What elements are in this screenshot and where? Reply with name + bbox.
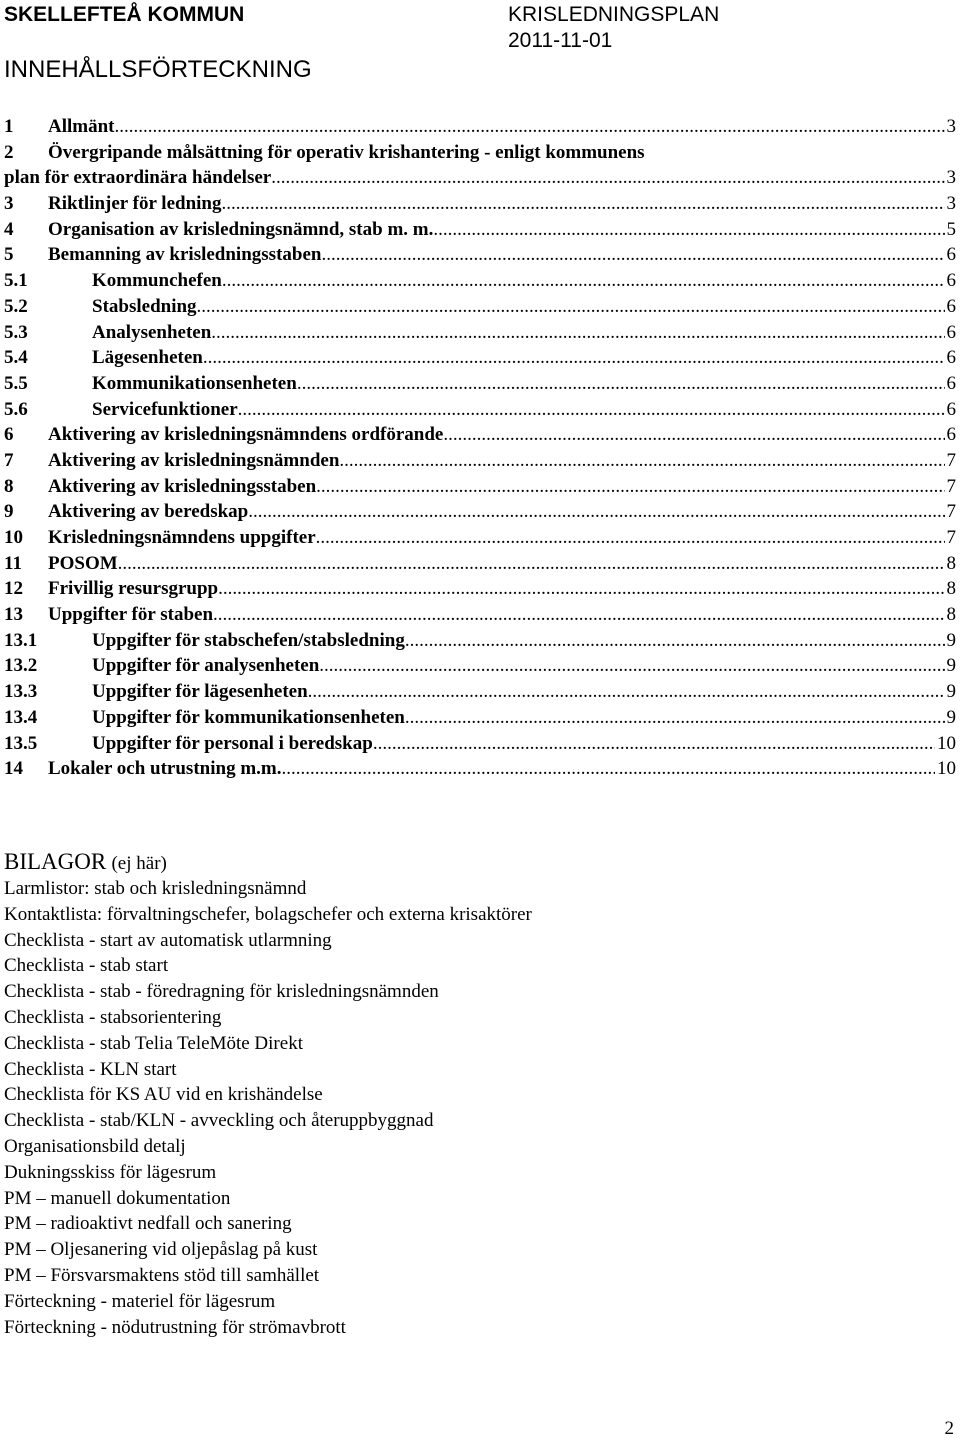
toc-entry-text: Aktivering av beredskap (48, 501, 249, 523)
toc-dot-leader (238, 397, 945, 423)
toc-entry-title (4, 525, 316, 551)
toc-entry-page: 6 (946, 372, 956, 394)
table-of-contents (4, 114, 956, 782)
toc-entry-text: Uppgifter för staben (48, 604, 214, 626)
toc-entry-text: Lägesenheten (92, 347, 203, 369)
toc-dot-leader (405, 705, 945, 731)
toc-entry[interactable] (4, 448, 956, 474)
toc-entry-page: 10 (937, 732, 956, 754)
toc-entry-number: 2 (4, 141, 14, 163)
appendix-item: Dukningsskiss för lägesrum (4, 1161, 217, 1183)
toc-entry-number: 10 (4, 527, 23, 548)
toc-entry-text: Uppgifter för stabschefen/stabsledning (92, 629, 405, 651)
toc-entry-page: 9 (946, 629, 956, 651)
toc-entry-number: 6 (4, 424, 14, 446)
toc-entry[interactable] (4, 705, 956, 731)
toc-entry-number: 5.6 (4, 398, 28, 420)
toc-entry-title (4, 320, 211, 346)
toc-entry-page: 6 (946, 321, 956, 343)
appendices-section (4, 848, 944, 1340)
toc-entry-title (4, 345, 203, 371)
toc-entry-title (4, 474, 316, 500)
toc-entry-title (4, 448, 339, 474)
toc-entry-title (4, 602, 213, 628)
toc-entry-title (4, 653, 319, 679)
toc-entry-number: 5.3 (4, 321, 28, 343)
toc-entry[interactable] (4, 114, 956, 140)
appendix-item: Förteckning - nödutrustning för strömavbrott (4, 1316, 346, 1338)
toc-entry-number: 12 (4, 578, 23, 600)
toc-dot-leader (115, 114, 945, 140)
toc-entry-title (4, 114, 115, 140)
toc-entry-page: 6 (946, 295, 956, 317)
toc-entry-number: 8 (4, 475, 14, 497)
toc-entry-text: Aktivering av krisledningsstaben (48, 475, 317, 497)
toc-entry-text: Krisledningsnämndens uppgifter (48, 527, 316, 548)
toc-entry-title (4, 242, 321, 268)
toc-entry-number: 13.2 (4, 655, 38, 677)
toc-entry-number: 5.4 (4, 347, 28, 369)
appendix-item: Kontaktlista: förvaltningschefer, bolagschefer och externa krisaktörer (4, 903, 532, 925)
toc-entry-title (4, 576, 218, 602)
toc-entry[interactable] (4, 191, 956, 217)
toc-entry-title (4, 705, 405, 731)
toc-dot-leader (316, 525, 945, 551)
toc-dot-leader (319, 653, 944, 679)
toc-entry-text: Riktlinjer för ledning (48, 193, 222, 215)
toc-entry-text: Lokaler och utrustning m.m. (48, 758, 282, 780)
toc-entry-page: 6 (946, 347, 956, 369)
toc-entry[interactable] (4, 499, 956, 525)
toc-entry-title (4, 191, 221, 217)
toc-entry-page: 6 (946, 244, 956, 266)
toc-entry-number: 7 (4, 449, 14, 471)
toc-entry-page: 3 (946, 193, 956, 215)
toc-entry-title (4, 499, 248, 525)
toc-entry-title (4, 422, 443, 448)
toc-entry[interactable] (4, 294, 956, 320)
toc-entry-text: Frivillig resursgrupp (48, 578, 219, 600)
toc-entry-page: 10 (937, 758, 956, 780)
appendix-item: Checklista - start av automatisk utlarmning (4, 929, 332, 951)
toc-dot-leader (118, 551, 945, 577)
toc-entry-number: 5.5 (4, 372, 28, 394)
toc-entry-number: 11 (4, 552, 22, 574)
appendix-item: Organisationsbild detalj (4, 1135, 186, 1157)
toc-dot-leader (221, 191, 944, 217)
toc-entry-page: 6 (946, 398, 956, 420)
toc-entry-page: 7 (946, 501, 956, 523)
toc-entry[interactable] (4, 422, 956, 448)
toc-entry-title (4, 165, 271, 191)
toc-entry[interactable] (4, 551, 956, 577)
toc-entry-title (4, 371, 297, 397)
toc-entry-number: 1 (4, 116, 14, 137)
toc-entry-number: 13.4 (4, 706, 38, 728)
toc-entry-text: Aktivering av krisledningsnämndens ordförande (48, 424, 444, 446)
toc-entry-number: 13 (4, 604, 23, 626)
toc-entry[interactable] (4, 679, 956, 705)
appendices-list (4, 876, 944, 1340)
toc-entry-text: Aktivering av krisledningsnämnden (48, 449, 340, 471)
toc-dot-leader (339, 448, 944, 474)
toc-entry-title (4, 679, 308, 705)
document-date: 2011-11-01 (508, 29, 613, 52)
toc-entry-text: Kommunikationsenheten (92, 372, 297, 394)
appendix-item: PM – Oljesanering vid oljepåslag på kust (4, 1239, 318, 1261)
toc-entry[interactable] (4, 731, 956, 757)
toc-entry[interactable] (4, 525, 956, 551)
toc-entry[interactable] (4, 602, 956, 628)
document-header (508, 2, 719, 54)
toc-entry[interactable] (4, 140, 956, 166)
toc-entry-text: Uppgifter för lägesenheten (92, 681, 308, 703)
toc-dot-leader (443, 422, 944, 448)
toc-entry-text: Analysenheten (92, 321, 212, 343)
toc-dot-leader (321, 242, 944, 268)
toc-entry[interactable] (4, 320, 956, 346)
appendix-item: Checklista - stab start (4, 955, 169, 977)
toc-entry-text: Stabsledning (92, 295, 197, 317)
toc-entry-page: 8 (946, 578, 956, 600)
toc-entry-number: 9 (4, 501, 14, 523)
appendix-item: Checklista för KS AU vid en krishändelse (4, 1084, 323, 1106)
appendix-item: Checklista - KLN start (4, 1058, 177, 1080)
toc-entry-title (4, 217, 433, 243)
toc-dot-leader (281, 756, 935, 782)
toc-entry-text: Organisation av krisledningsnämnd, stab m. m. (48, 218, 434, 240)
toc-entry-text: Övergripande målsättning för operativ krishantering - enligt kommunens (48, 141, 645, 163)
toc-entry-number: 5 (4, 244, 14, 266)
appendix-item: Larmlistor: stab och krisledningsnämnd (4, 878, 307, 899)
toc-dot-leader (203, 345, 945, 371)
toc-entry[interactable] (4, 653, 956, 679)
appendix-item: Checklista - stabsorientering (4, 1006, 222, 1028)
toc-entry-page: 3 (946, 167, 956, 189)
toc-dot-leader (218, 576, 944, 602)
toc-entry[interactable] (4, 217, 956, 243)
toc-dot-leader (248, 499, 944, 525)
toc-entry-page: 9 (946, 681, 956, 703)
toc-entry-number: 5.1 (4, 270, 28, 292)
toc-entry-page: 6 (946, 424, 956, 446)
toc-dot-leader (197, 294, 945, 320)
toc-entry-text: Uppgifter för analysenheten (92, 655, 320, 677)
toc-entry[interactable] (4, 756, 956, 782)
toc-entry-title (4, 756, 281, 782)
toc-entry-title (4, 268, 222, 294)
toc-dot-leader (213, 602, 944, 628)
toc-entry-page: 7 (946, 449, 956, 471)
document-title: KRISLEDNINGSPLAN (508, 3, 720, 26)
toc-entry-number: 13.1 (4, 629, 38, 651)
toc-entry-title (4, 731, 373, 757)
toc-entry-page: 3 (946, 116, 956, 137)
toc-entry-page: 8 (946, 604, 956, 626)
toc-entry-text: Allmänt (48, 116, 115, 137)
toc-entry[interactable] (4, 576, 956, 602)
appendix-item: Checklista - stab - föredragning för krisledningsnämnden (4, 981, 439, 1003)
toc-entry-page: 9 (946, 706, 956, 728)
toc-entry[interactable] (4, 165, 956, 191)
page-number: 2 (944, 1418, 954, 1439)
toc-entry-title (4, 551, 118, 577)
toc-dot-leader (222, 268, 945, 294)
toc-dot-leader (297, 371, 945, 397)
toc-entry-number: 3 (4, 193, 14, 215)
toc-entry-title (4, 140, 645, 166)
toc-entry-number: 5.2 (4, 295, 28, 317)
toc-entry[interactable] (4, 474, 956, 500)
toc-entry-page: 9 (946, 655, 956, 677)
appendix-item: PM – radioaktivt nedfall och sanering (4, 1213, 292, 1235)
toc-entry[interactable] (4, 628, 956, 654)
appendix-item: Checklista - stab/KLN - avveckling och återuppbyggnad (4, 1110, 434, 1132)
toc-entry-page: 5 (946, 218, 956, 240)
toc-entry-text: plan för extraordinära händelser (4, 167, 272, 189)
toc-entry-text: Uppgifter för personal i beredskap (92, 732, 373, 754)
toc-entry[interactable] (4, 371, 956, 397)
toc-dot-leader (433, 217, 944, 243)
toc-entry[interactable] (4, 345, 956, 371)
appendix-item: Checklista - stab Telia TeleMöte Direkt (4, 1032, 303, 1054)
toc-entry-page: 7 (946, 527, 956, 548)
appendices-heading (4, 848, 944, 876)
toc-entry[interactable] (4, 268, 956, 294)
toc-entry[interactable] (4, 242, 956, 268)
toc-dot-leader (308, 679, 945, 705)
toc-dot-leader (271, 165, 944, 191)
appendix-item: Förteckning - materiel för lägesrum (4, 1290, 276, 1312)
toc-heading: INNEHÅLLSFÖRTECKNING (4, 56, 312, 83)
appendices-title: BILAGOR (4, 849, 107, 874)
toc-entry-number: 14 (4, 758, 23, 780)
toc-entry-title (4, 294, 197, 320)
toc-entry-page: 8 (946, 552, 956, 574)
toc-entry-text: Bemanning av krisledningsstaben (48, 244, 322, 266)
toc-dot-leader (373, 731, 935, 757)
toc-entry-number: 13.3 (4, 681, 38, 703)
toc-entry-text: Kommunchefen (92, 270, 222, 292)
appendices-note: (ej här) (111, 853, 167, 874)
toc-entry-page: 7 (946, 475, 956, 497)
toc-entry-page: 6 (946, 270, 956, 292)
toc-dot-leader (211, 320, 944, 346)
toc-dot-leader (405, 628, 945, 654)
appendix-item: PM – Försvarsmaktens stöd till samhället (4, 1264, 320, 1286)
toc-entry-text: POSOM (48, 552, 118, 574)
toc-entry-text: Uppgifter för kommunikationsenheten (92, 706, 405, 728)
toc-dot-leader (316, 474, 944, 500)
toc-entry-title (4, 397, 238, 423)
toc-entry-number: 4 (4, 218, 14, 240)
appendix-item: PM – manuell dokumentation (4, 1187, 231, 1209)
toc-entry[interactable] (4, 397, 956, 423)
toc-entry-title (4, 628, 405, 654)
organization-name: SKELLEFTEÅ KOMMUN (4, 3, 245, 26)
toc-entry-number: 13.5 (4, 732, 38, 754)
toc-entry-text: Servicefunktioner (92, 398, 238, 420)
